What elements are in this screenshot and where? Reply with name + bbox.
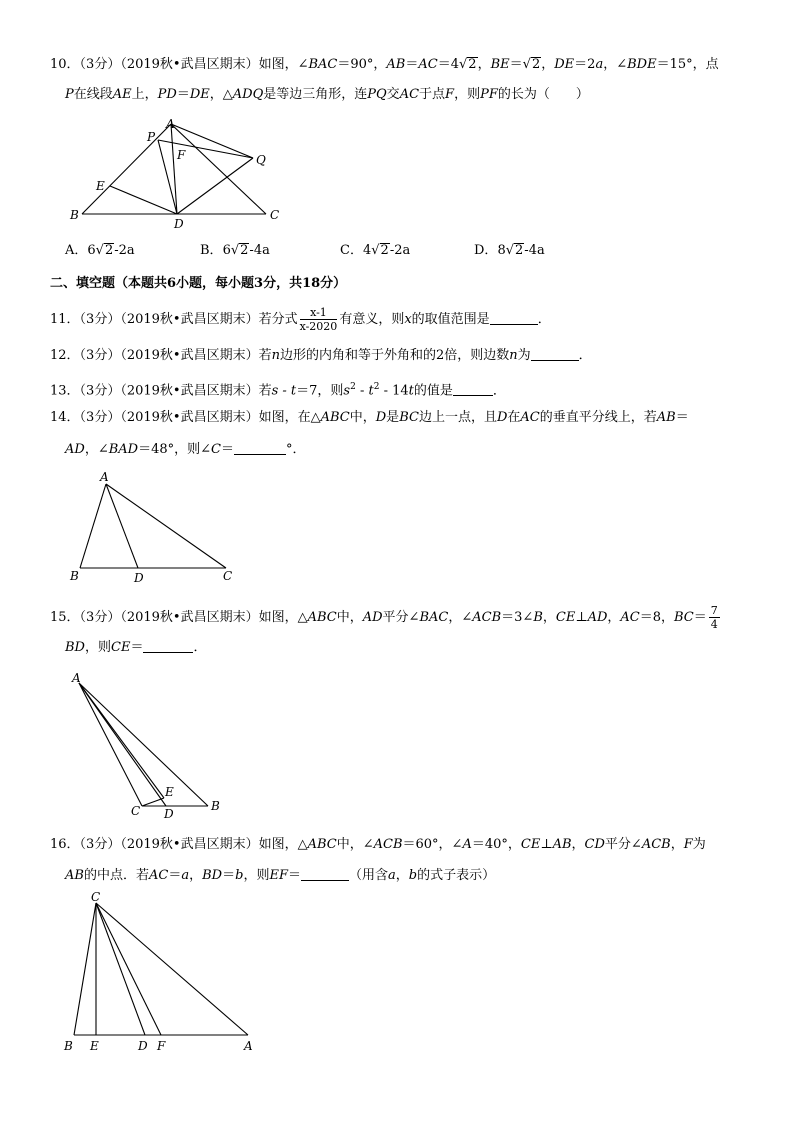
label-A: A <box>100 470 109 484</box>
label-B: B <box>64 1039 73 1053</box>
label-E: E <box>90 1039 99 1053</box>
q13: 13．（3分）（2019秋•武昌区期末）若s - t＝7，则$s^2 - t^2 - 14t$的值是 ． <box>50 382 506 399</box>
segment-CF <box>96 903 161 1035</box>
label-B: B <box>211 799 220 813</box>
q11: 11．（3分）（2019秋•武昌区期末）若分式 $\frac{x-1}{x-2020}$ 有意义，则x的取值范围是 ． <box>50 306 551 333</box>
label-P: P <box>147 130 156 144</box>
q14-line2: AD，∠BAD＝48°，则∠C＝ °． <box>65 442 306 457</box>
segment-CB <box>74 903 96 1035</box>
label-C: C <box>270 208 280 222</box>
label-B: B <box>70 569 79 583</box>
option-a[interactable]: A．6√2-2a <box>65 243 135 258</box>
q10-line1: 10．（3分）（2019秋•武昌区期末）如图，∠BAC＝90°，AB＝AC＝4√2，BE＝√2，DE＝2a，∠BDE＝15°，点 <box>50 57 719 72</box>
option-b[interactable]: B．6√2-4a <box>200 243 270 258</box>
q14-line1: 14．（3分）（2019秋•武昌区期末）如图，在△ABC中，D是BC边上一点，且D在AC的垂直平分线上，若AB＝ <box>50 410 689 425</box>
section-title: 二、填空题（本题共6小题，每小题3分，共18分） <box>50 276 347 291</box>
q12: 12．（3分）（2019秋•武昌区期末）若n边形的内角和等于外角和的2倍，则边数n为 ． <box>50 348 592 363</box>
label-C: C <box>91 890 101 904</box>
q10-line2: P在线段AE上，PD＝DE，△ADQ是等边三角形，连PQ交AC于点F，则PF的长为（ ） <box>65 87 589 102</box>
q15-line1: 15．（3分）（2019秋•武昌区期末）如图，△ABC中，AD平分∠BAC，∠ACB＝3∠B，CE⊥AD，AC＝8，BC＝ $\frac{7}{4}$ <box>50 604 718 631</box>
segment-CA <box>96 903 248 1035</box>
q15-line2: BD，则CE＝ ． <box>65 640 207 655</box>
sqrt-2: √2 <box>459 57 477 72</box>
label-F: F <box>157 1039 166 1053</box>
label-A: A <box>72 671 81 685</box>
segment-CD <box>96 903 145 1035</box>
label-C: C <box>223 569 233 583</box>
q16-line2: AB的中点．若AC＝a，BD＝b，则EF＝ （用含a，b的式子表示） <box>65 868 496 883</box>
label-Q: Q <box>256 153 266 167</box>
label-A: A <box>166 117 175 131</box>
fraction: $\frac{x-1}{x-2020}$ <box>299 306 338 333</box>
label-D: D <box>138 1039 148 1053</box>
label-E: E <box>96 179 105 193</box>
option-d[interactable]: D．8√2-4a <box>474 243 545 258</box>
label-D: D <box>174 217 184 231</box>
label-D: D <box>134 571 144 585</box>
label-D: D <box>164 807 174 821</box>
sqrt-2: √2 <box>522 57 541 72</box>
option-c[interactable]: C．4√2-2a <box>340 243 411 258</box>
label-E: E <box>165 785 174 799</box>
q16-line1: 16．（3分）（2019秋•武昌区期末）如图，△ABC中，∠ACB＝60°，∠A＝40°，CE⊥AB，CD平分∠ACB，F为 <box>50 837 706 852</box>
label-F: F <box>177 148 186 162</box>
fraction: $\frac{7}{4}$ <box>710 604 718 631</box>
label-A: A <box>244 1039 253 1053</box>
label-C: C <box>131 804 141 818</box>
label-B: B <box>70 208 79 222</box>
